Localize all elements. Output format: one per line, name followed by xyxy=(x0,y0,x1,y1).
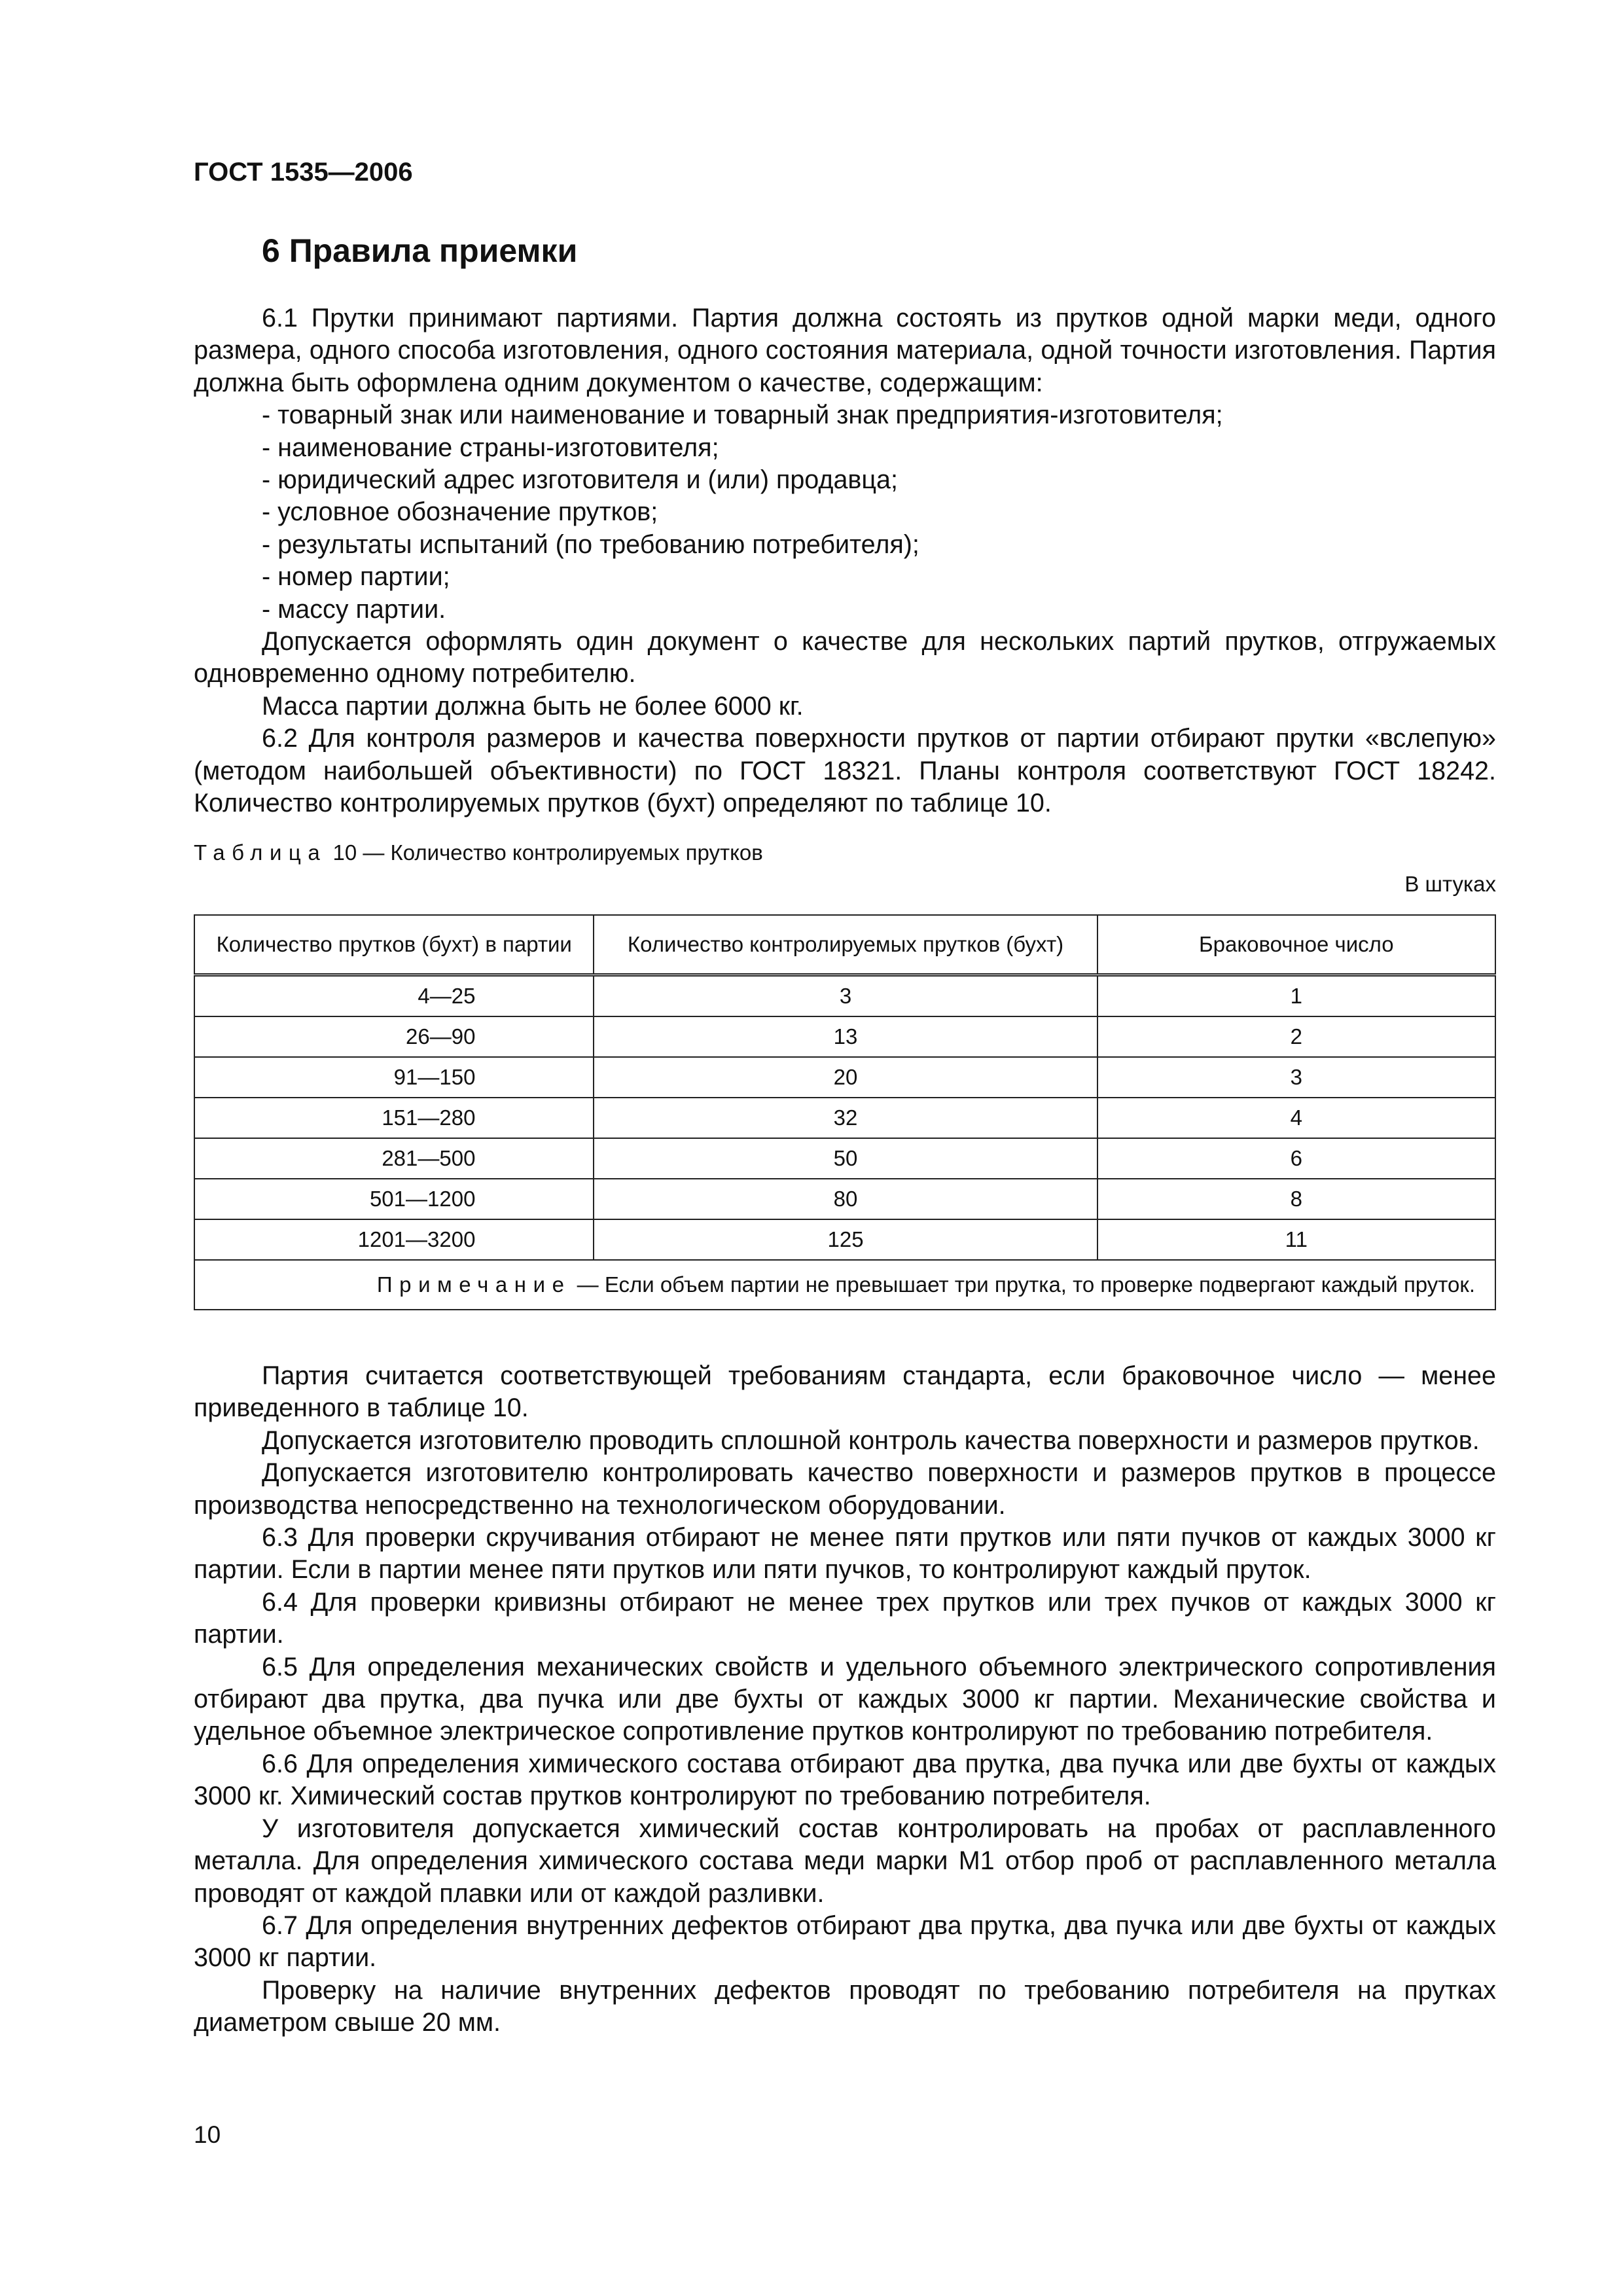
table-cell: 4—25 xyxy=(194,975,594,1017)
list-item: - номер партии; xyxy=(262,562,450,592)
table-cell: 32 xyxy=(594,1098,1097,1138)
table-row xyxy=(194,1219,1495,1260)
table-note-label: Примечание xyxy=(376,1272,571,1297)
table-row xyxy=(194,1179,1495,1219)
table-row xyxy=(194,1138,1495,1179)
table-cell: 91—150 xyxy=(194,1057,594,1098)
table-note-row xyxy=(194,1260,1495,1310)
paragraph-mass-limit: Масса партии должна быть не более 6000 кг. xyxy=(262,691,804,721)
table-cell: 80 xyxy=(594,1179,1097,1219)
paragraph: У изготовителя допускается химический состав контролировать на пробах от расплавленного металла. Для определения химического состава меди марки М1 отбор проб от расплавленного металла проводят от каждой плавки или от каждой разливки. xyxy=(194,1814,1496,1908)
table-cell: 8 xyxy=(1097,1179,1495,1219)
paragraph: Допускается изготовителю контролировать качество поверхности и размеров прутков в процессе производства непосредственно на технологическом оборудовании. xyxy=(194,1458,1496,1520)
table-cell: 4 xyxy=(1097,1098,1495,1138)
table-row xyxy=(194,1098,1495,1138)
document-header: ГОСТ 1535—2006 xyxy=(194,158,413,187)
list-item: - юридический адрес изготовителя и (или) продавца; xyxy=(262,465,898,495)
paragraph-6-6: 6.6 Для определения химического состава отбирают два прутка, два пучка или две бухты от каждых 3000 кг. Химический состав прутков контролируют по требованию потребителя. xyxy=(194,1749,1496,1811)
column-header-reject-number: Браковочное число xyxy=(1097,915,1495,975)
paragraph: Проверку на наличие внутренних дефектов проводят по требованию потребителя на прутках диаметром свыше 20 мм. xyxy=(194,1975,1496,2037)
paragraph-6-7: 6.7 Для определения внутренних дефектов отбирают два прутка, два пучка или две бухты от каждых 3000 кг партии. xyxy=(194,1910,1496,1973)
table-row xyxy=(194,975,1495,1017)
paragraph-6-3: 6.3 Для проверки скручивания отбирают не менее пяти прутков или пяти пучков от каждых 3000 кг партии. Если в партии менее пяти прутков или пяти пучков, то контролируют каждый пруток. xyxy=(194,1523,1496,1585)
table-cell: 50 xyxy=(594,1138,1097,1179)
page-number: 10 xyxy=(194,2121,221,2148)
paragraph: Допускается изготовителю проводить сплошной контроль качества поверхности и размеров прутков. xyxy=(262,1426,1480,1455)
table-cell: 151—280 xyxy=(194,1098,594,1138)
table-cell: 3 xyxy=(1097,1057,1495,1098)
control-table xyxy=(194,914,1496,1310)
table-caption xyxy=(194,842,763,863)
paragraph-single-document: Допускается оформлять один документ о качестве для нескольких партий прутков, отгружаемых одновременно одному потребителю. xyxy=(194,627,1496,689)
table-cell: 6 xyxy=(1097,1138,1495,1179)
table-cell: 501—1200 xyxy=(194,1179,594,1219)
table-row xyxy=(194,1016,1495,1057)
table-cell: 125 xyxy=(594,1219,1097,1260)
table-unit: В штуках xyxy=(1404,872,1496,896)
table-cell: 11 xyxy=(1097,1219,1495,1260)
table-cell: 13 xyxy=(594,1016,1097,1057)
paragraph-6-4: 6.4 Для проверки кривизны отбирают не менее трех прутков или трех пучков от каждых 3000 кг партии. xyxy=(194,1587,1496,1649)
table-row xyxy=(194,1057,1495,1098)
table-caption-text: 10 — Количество контролируемых прутков xyxy=(332,840,763,865)
column-header-controlled-count: Количество контролируемых прутков (бухт) xyxy=(594,915,1097,975)
table-cell: 1 xyxy=(1097,975,1495,1017)
section-text-top xyxy=(194,302,1496,820)
column-header-batch-size: Количество прутков (бухт) в партии xyxy=(194,915,594,975)
list-item: - результаты испытаний (по требованию потребителя); xyxy=(262,529,919,559)
paragraph: Партия считается соответствующей требованиям стандарта, если браковочное число — менее приведенного в таблице 10. xyxy=(194,1361,1496,1423)
list-item: - условное обозначение прутков; xyxy=(262,497,658,527)
list-item: - массу партии. xyxy=(262,594,446,624)
section-title: 6 Правила приемки xyxy=(262,232,578,269)
table-cell: 20 xyxy=(594,1057,1097,1098)
table-cell: 1201—3200 xyxy=(194,1219,594,1260)
section-text-bottom xyxy=(194,1360,1496,2039)
paragraph-6-1: 6.1 Прутки принимают партиями. Партия должна состоять из прутков одной марки меди, одного размера, одного способа изготовления, одного состояния материала, одной точности изготовления. Партия должна быть оформлена одним документом о качестве, содержащим: xyxy=(194,304,1496,397)
paragraph-6-5: 6.5 Для определения механических свойств и удельного объемного электрического сопротивления отбирают два прутка, два пучка или две бухты от каждых 3000 кг партии. Механические свойства и удельное объемное электрическое сопротивление прутков контролируют по требованию потребителя. xyxy=(194,1652,1496,1746)
table-caption-label: Таблица xyxy=(194,840,327,865)
table-cell: 2 xyxy=(1097,1016,1495,1057)
paragraph-6-2: 6.2 Для контроля размеров и качества поверхности прутков от партии отбирают прутки «вслепую» (методом наибольшей объективности) по ГОСТ 18321. Планы контроля соответствуют ГОСТ 18242. Количество контролируемых прутков (бухт) определяют по таблице 10. xyxy=(194,724,1496,818)
table-note xyxy=(194,1260,1495,1310)
list-item: - наименование страны-изготовителя; xyxy=(262,433,719,462)
table-cell: 3 xyxy=(594,975,1097,1017)
table-header-row xyxy=(194,915,1495,975)
table-cell: 281—500 xyxy=(194,1138,594,1179)
table-note-text: — Если объем партии не превышает три прутка, то проверке подвергают каждый пруток. xyxy=(577,1272,1475,1297)
list-item: - товарный знак или наименование и товарный знак предприятия-изготовителя; xyxy=(262,401,1223,430)
table-cell: 26—90 xyxy=(194,1016,594,1057)
